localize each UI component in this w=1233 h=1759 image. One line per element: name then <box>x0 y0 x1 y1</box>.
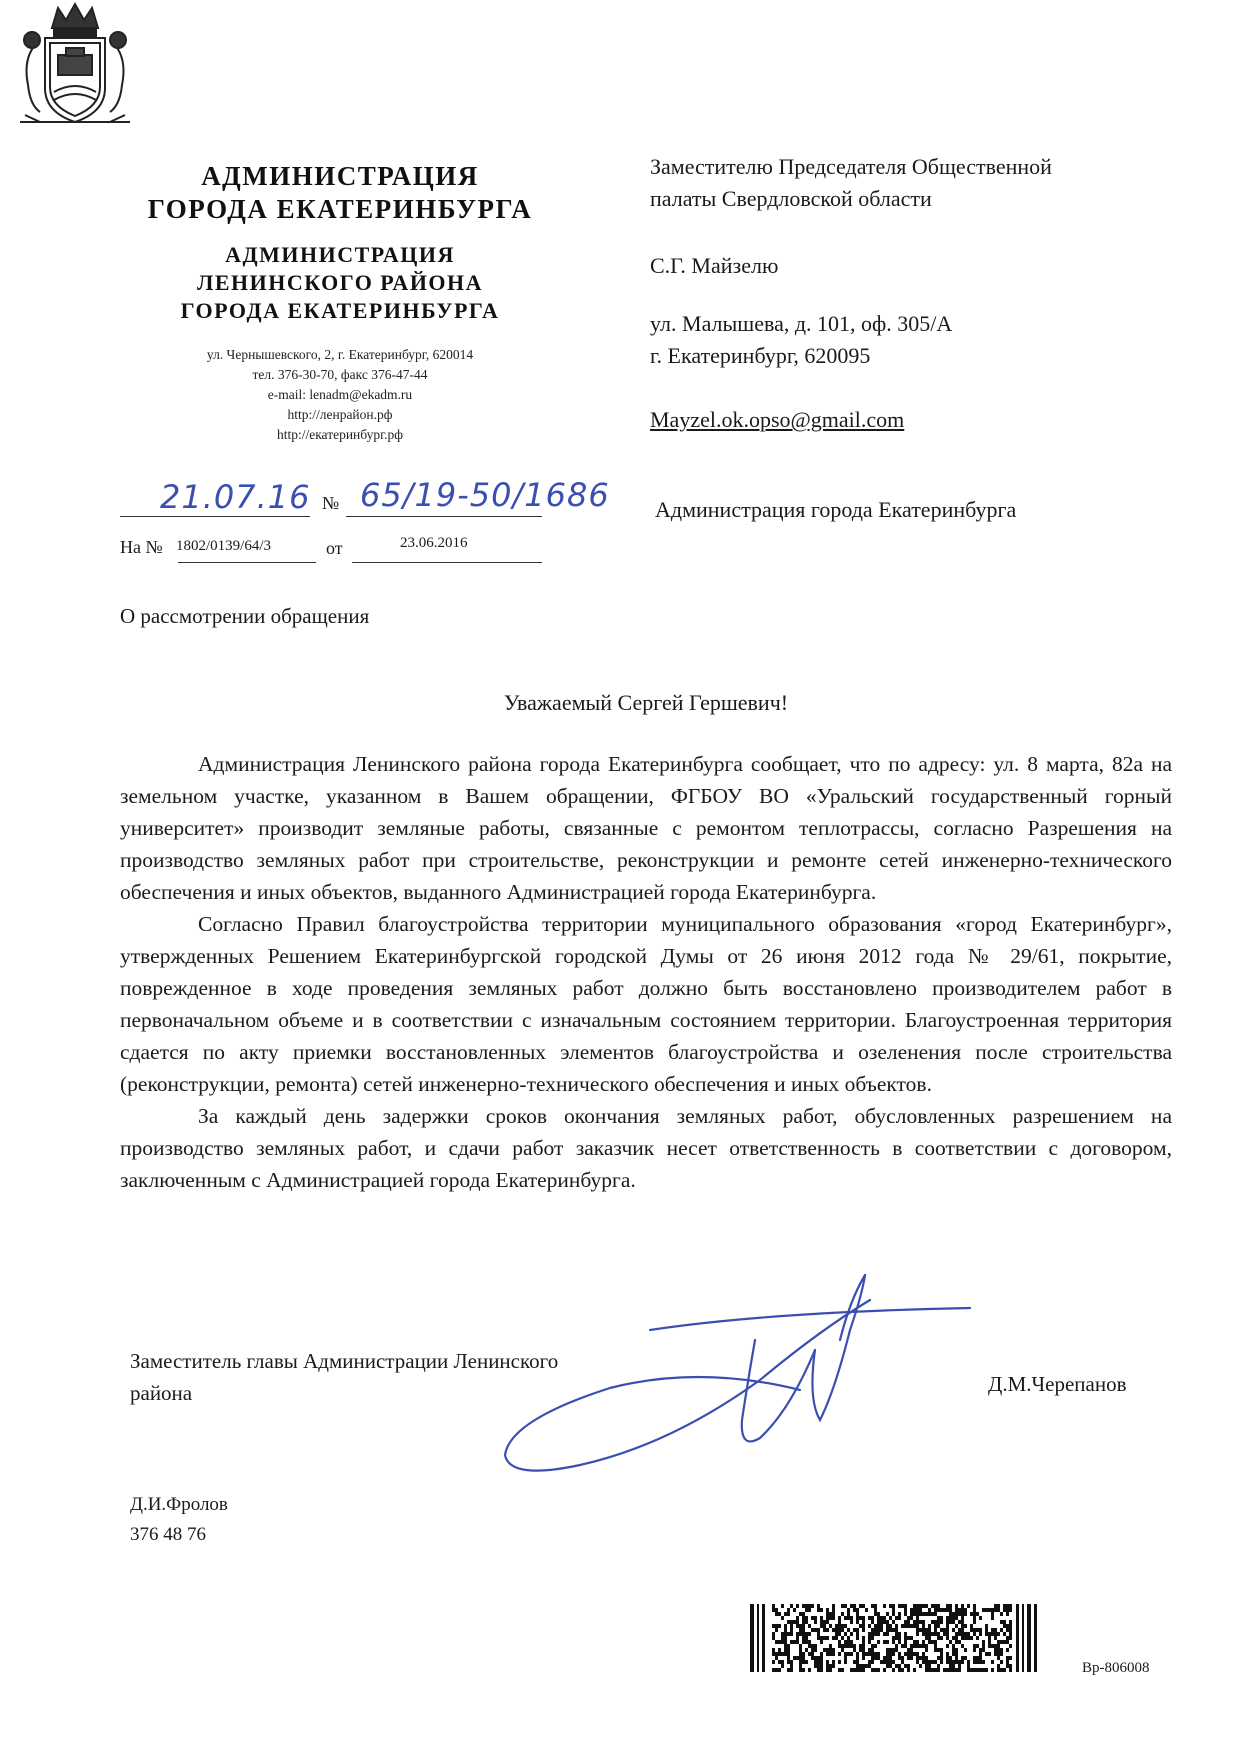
reference-label: На № <box>120 537 163 557</box>
reference-number-line <box>178 562 316 563</box>
executor-phone: 376 48 76 <box>130 1524 206 1545</box>
signer-title-line2: района <box>130 1381 193 1405</box>
admin-city-line1: АДМИНИСТРАЦИЯ <box>201 161 479 191</box>
admin-city-title <box>100 160 580 226</box>
executor-name: Д.И.Фролов <box>130 1494 228 1515</box>
addressee-line2: палаты Свердловской области <box>650 186 932 211</box>
addressee-email: Mayzel.ok.opso@gmail.com <box>650 407 905 432</box>
admin-city-line2: ГОРОДА ЕКАТЕРИНБУРГА <box>147 194 533 224</box>
addressee-position <box>650 151 1052 215</box>
letter-body <box>120 748 1172 1196</box>
contact-site-1: http://ленрайон.рф <box>287 407 393 422</box>
body-paragraph-1: Администрация Ленинского района города Екатеринбурга сообщает, что по адресу: ул. 8 марта, 82а на земельном участке, указанном в Вашем обращении, ФГБОУ ВО «Уральский государственный горный университет» производит земляные работы, связанные с ремонтом теплотрассы, согласно Разрешения на производство земляных работ при строительстве, реконструкции и ремонте сетей инженерно-технического обеспечения и иных объектов, выданного Администрацией города Екатеринбурга. <box>120 752 1172 904</box>
reference-from-label: от <box>326 538 343 558</box>
registration-number: 65/19-50/1686 <box>360 476 610 514</box>
contact-site-2: http://екатеринбург.рф <box>276 427 404 442</box>
greeting: Уважаемый Сергей Гершевич! <box>503 690 789 715</box>
body-paragraph-3: За каждый день задержки сроков окончания земляных работ, обусловленных разрешением на производство земляных работ, и сдачи работ заказчик несет ответственность в соответствии с договором, заключенным с Администрацией города Екатеринбурга. <box>120 1104 1172 1192</box>
admin-district-title <box>100 241 580 325</box>
executor-block <box>130 1490 228 1550</box>
admin-district-line1: АДМИНИСТРАЦИЯ <box>225 242 455 267</box>
admin-district-line2: ЛЕНИНСКОГО РАЙОНА <box>196 270 484 295</box>
registration-date: 21.07.16 <box>160 478 311 516</box>
reference-date-line <box>352 562 542 563</box>
signer-name: Д.М.Черепанов <box>988 1372 1127 1396</box>
subject-line: О рассмотрении обращения <box>120 604 370 628</box>
body-paragraph-2: Согласно Правил благоустройства территории муниципального образования «город Екатеринбург», утвержденных Решением Екатеринбургской городской Думы от 26 июня 2012 года № 29/61, покрытие, поврежденное в ходе проведения земляных работ должно быть восстановлено производителем работ в первоначальном объеме и в соответствии с изначальным состоянием территории. Благоустроенная территория сдается по акту приемки восстановленных элементов благоустройства и озеленения после строительства (реконструкции, ремонта) сетей инженерно-технического обеспечения и иных объектов. <box>120 912 1172 1096</box>
addressee-name: С.Г. Майзелю <box>650 253 779 278</box>
contact-block <box>100 345 580 445</box>
addressee-city: г. Екатеринбург, 620095 <box>650 343 871 368</box>
coat-of-arms-icon <box>0 0 150 130</box>
handwritten-signature-icon <box>470 1270 1030 1490</box>
contact-email: e-mail: lenadm@ekadm.ru <box>267 387 413 402</box>
barcode-icon <box>750 1604 1050 1672</box>
addressee-address <box>650 308 952 372</box>
barcode-number: Вр-806008 <box>1082 1660 1150 1676</box>
addressee-line1: Заместителю Председателя Общественной <box>650 154 1052 179</box>
addressee-street: ул. Малышева, д. 101, оф. 305/А <box>650 311 953 336</box>
signer-title-line1: Заместитель главы Администрации Ленинского <box>130 1349 559 1373</box>
contact-phone: тел. 376-30-70, факс 376-47-44 <box>252 367 428 382</box>
registration-number-sign: № <box>322 493 340 513</box>
admin-district-line3: ГОРОДА ЕКАТЕРИНБУРГА <box>180 298 500 323</box>
reference-number: 1802/0139/64/3 <box>176 538 272 554</box>
administration-stamp-text: Администрация города Екатеринбурга <box>655 497 1017 522</box>
registration-number-line <box>346 516 542 517</box>
registration-date-line <box>120 516 310 517</box>
contact-address: ул. Чернышевского, 2, г. Екатеринбург, 620014 <box>206 347 474 362</box>
reference-date: 23.06.2016 <box>400 535 468 551</box>
